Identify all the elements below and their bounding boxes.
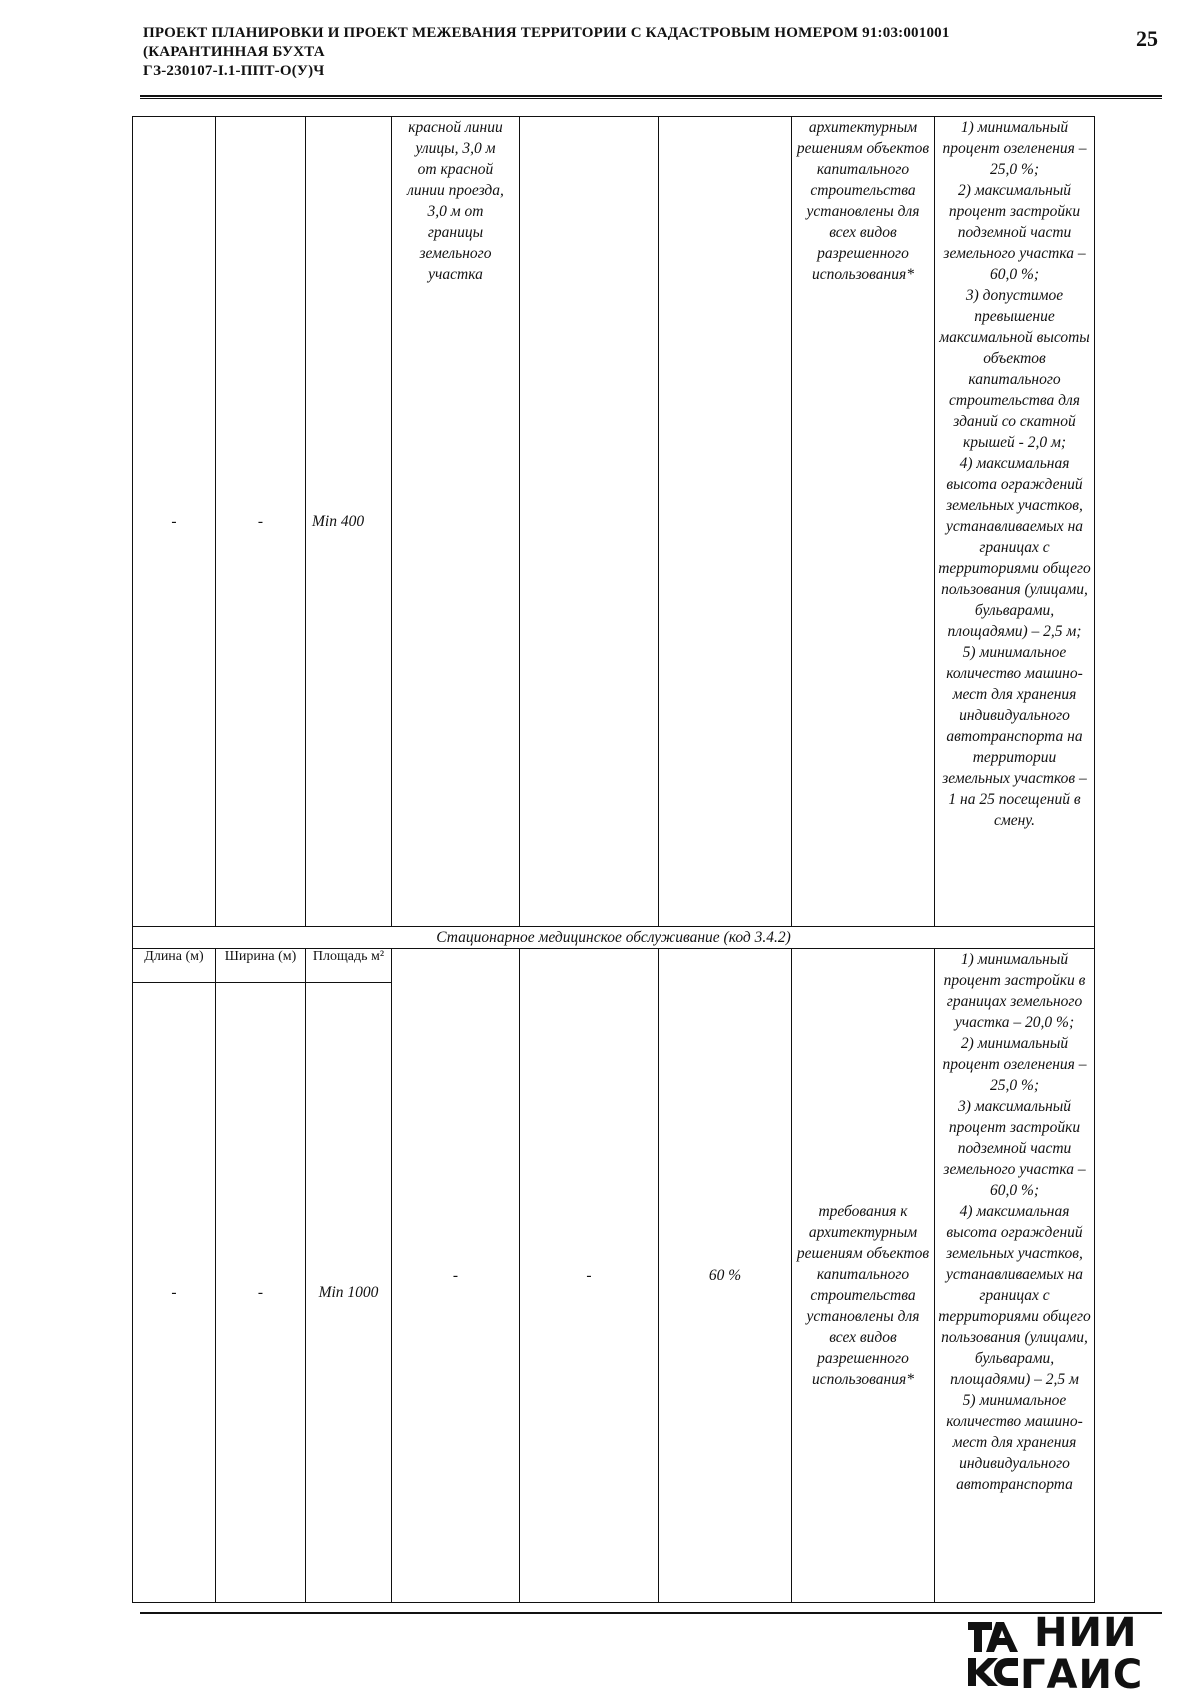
- requirements-list: [937, 949, 1092, 1495]
- table-row-dims-header: [133, 949, 1095, 983]
- header-rule: [140, 95, 1162, 97]
- cell-length-value: -: [133, 117, 216, 927]
- requirement-item: 5) минимальное количество машино-мест для хранения индивидуального автотранспорта: [946, 1392, 1083, 1493]
- header-rule-thin: [140, 98, 1162, 99]
- cell-area-value: Min 1000: [306, 983, 392, 1603]
- setback-text: красной линии улицы, 3,0 м от красной линии проезда, 3,0 м от границы земельного участка: [407, 119, 504, 283]
- cell-width-value: -: [216, 983, 306, 1603]
- requirement-item: 5) минимальное количество машино-мест для хранения индивидуального автотранспорта на территории земельных участков – 1 на 25 посещений в смену.: [942, 644, 1087, 829]
- logo-mark-icon: [966, 1618, 1020, 1688]
- table-row-block1: [133, 117, 1095, 927]
- requirements-list: [937, 117, 1092, 831]
- header-document-code: ГЗ-230107-I.1-ППТ-О(У)Ч: [143, 63, 325, 79]
- requirement-item: 2) максимальный процент застройки подземной части земельного участка – 60,0 %;: [943, 182, 1086, 283]
- header-area: Площадь м²: [306, 949, 392, 983]
- cell-coverage: [659, 117, 792, 927]
- requirement-item: 4) максимальная высота ограждений земельных участков, устанавливаемых на границах с территориями общего пользования (улицами, бульварами, площадями) – 2,5 м;: [938, 455, 1091, 640]
- requirement-item: 3) допустимое превышение максимальной высоты объектов капитального строительства для зданий со скатной крышей - 2,0 м;: [939, 287, 1090, 451]
- table-row-section: [133, 927, 1095, 949]
- cell-architecture-requirements: требования к архитектурным решениям объектов капитального строительства установлены для всех видов разрешенного использования*: [792, 949, 935, 1603]
- header-title-line1: ПРОЕКТ ПЛАНИРОВКИ И ПРОЕКТ МЕЖЕВАНИЯ ТЕРРИТОРИИ С КАДАСТРОВЫМ НОМЕРОМ 91:03:001001: [143, 25, 950, 41]
- header-length: Длина (м): [133, 949, 216, 983]
- company-logo: [966, 1610, 1166, 1698]
- cell-area-value: Min 400: [306, 117, 392, 927]
- cell-other-requirements: [935, 949, 1095, 1603]
- cell-length-value: -: [133, 983, 216, 1603]
- logo-text-line2: ГАИС: [1020, 1652, 1144, 1698]
- cell-architecture-requirements: архитектурным решениям объектов капитального строительства установлены для всех видов разрешенного использования*: [792, 117, 935, 927]
- requirement-item: 2) минимальный процент озеленения – 25,0 %;: [942, 1035, 1087, 1094]
- section-title: Стационарное медицинское обслуживание (код 3.4.2): [133, 927, 1095, 949]
- requirement-item: 3) максимальный процент застройки подземной части земельного участка – 60,0 %;: [943, 1098, 1086, 1199]
- header-title-line2: (КАРАНТИННАЯ БУХТА: [143, 44, 325, 60]
- header-width: Ширина (м): [216, 949, 306, 983]
- page-number: 25: [1136, 26, 1158, 51]
- parameters-table: [132, 116, 1095, 1603]
- cell-floors: [520, 117, 659, 927]
- cell-other-requirements: [935, 117, 1095, 927]
- document-header: [143, 24, 1093, 81]
- cell-width-value: -: [216, 117, 306, 927]
- cell-floors-value: -: [520, 949, 659, 1603]
- requirement-item: 1) минимальный процент застройки в границах земельного участка – 20,0 %;: [943, 951, 1086, 1031]
- requirement-item: 4) максимальная высота ограждений земельных участков, устанавливаемых на границах с территориями общего пользования (улицами, бульварами, площадями) – 2,5 м: [938, 1203, 1091, 1388]
- cell-setback-text: [392, 117, 520, 927]
- requirement-item: 1) минимальный процент озеленения – 25,0 %;: [942, 119, 1087, 178]
- cell-setback-value: -: [392, 949, 520, 1603]
- cell-coverage-value: 60 %: [659, 949, 792, 1603]
- logo-text-line1: НИИ: [1034, 1610, 1138, 1656]
